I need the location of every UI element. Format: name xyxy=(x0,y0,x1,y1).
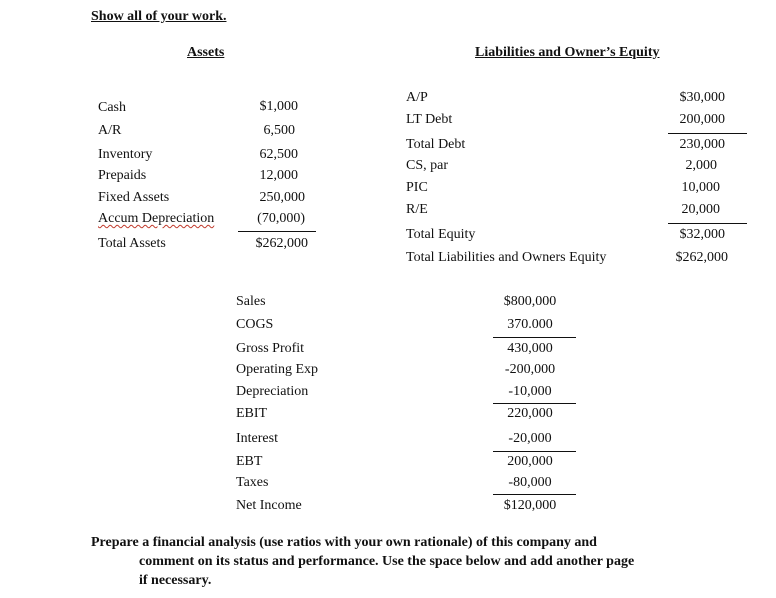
gross-profit-rule xyxy=(493,337,576,338)
liab-value-pic: 10,000 xyxy=(681,180,720,195)
is-value-net-income: $120,000 xyxy=(503,498,557,513)
is-value-cogs: 370.000 xyxy=(507,317,553,332)
prompt-line-3: if necessary. xyxy=(139,573,212,588)
is-label-operating-exp: Operating Exp xyxy=(236,362,319,377)
liabilities-heading: Liabilities and Owner’s Equity xyxy=(475,45,660,60)
asset-value-inventory: 62,500 xyxy=(259,147,298,162)
liab-label-lt-debt: LT Debt xyxy=(406,112,453,127)
is-value-ebt: 200,000 xyxy=(507,454,553,469)
is-value-operating-exp: -200,000 xyxy=(504,362,556,377)
liab-value-lt-debt: 200,000 xyxy=(679,112,725,127)
liab-value-total-equity: $32,000 xyxy=(679,227,725,242)
ebit-rule xyxy=(493,403,576,404)
is-label-cogs: COGS xyxy=(236,317,274,332)
equity-subtotal-rule xyxy=(668,223,747,224)
asset-label-total: Total Assets xyxy=(98,236,166,251)
is-value-depreciation: -10,000 xyxy=(508,384,552,399)
ebt-rule xyxy=(493,451,576,452)
asset-value-cash: $1,000 xyxy=(259,99,298,114)
liab-value-total-liabilities-equity: $262,000 xyxy=(675,250,728,265)
prompt-line-1: Prepare a financial analysis (use ratios with your own rationale) of this company and xyxy=(91,535,597,550)
liab-label-re: R/E xyxy=(406,202,428,217)
asset-label-cash: Cash xyxy=(98,100,126,115)
asset-label-ar: A/R xyxy=(98,123,122,138)
liab-label-total-liabilities-equity: Total Liabilities and Owners Equity xyxy=(406,250,607,265)
is-value-sales: $800,000 xyxy=(503,294,557,309)
is-label-interest: Interest xyxy=(236,431,278,446)
liab-label-ap: A/P xyxy=(406,90,428,105)
is-value-taxes: -80,000 xyxy=(508,475,552,490)
is-label-depreciation: Depreciation xyxy=(236,384,309,399)
is-value-ebit: 220,000 xyxy=(507,406,553,421)
is-label-sales: Sales xyxy=(236,294,266,309)
liab-value-ap: $30,000 xyxy=(679,90,725,105)
is-value-gross-profit: 430,000 xyxy=(507,341,553,356)
net-income-rule xyxy=(493,494,576,495)
is-label-ebt: EBT xyxy=(236,454,263,469)
asset-label-inventory: Inventory xyxy=(98,147,153,162)
asset-label-prepaids: Prepaids xyxy=(98,168,147,183)
asset-value-ar: 6,500 xyxy=(263,123,295,138)
liab-value-cs-par: 2,000 xyxy=(685,158,717,173)
assets-total-rule xyxy=(238,231,316,232)
liab-label-total-equity: Total Equity xyxy=(406,227,476,242)
asset-value-total: $262,000 xyxy=(255,236,308,251)
instruction-heading: Show all of your work. xyxy=(91,9,227,24)
liab-value-re: 20,000 xyxy=(681,202,720,217)
is-label-taxes: Taxes xyxy=(236,475,269,490)
liab-label-pic: PIC xyxy=(406,180,428,195)
asset-value-accum-depreciation: (70,000) xyxy=(257,211,305,226)
asset-label-fixed-assets: Fixed Assets xyxy=(98,190,170,205)
is-label-ebit: EBIT xyxy=(236,406,268,421)
liab-label-cs-par: CS, par xyxy=(406,158,448,173)
asset-label-accum-depreciation: Accum Depreciation xyxy=(98,211,215,226)
asset-value-prepaids: 12,000 xyxy=(259,168,298,183)
assets-heading: Assets xyxy=(187,45,225,60)
liab-value-total-debt: 230,000 xyxy=(679,137,725,152)
asset-value-fixed-assets: 250,000 xyxy=(259,190,305,205)
prompt-line-2: comment on its status and performance. Use the space below and add another page xyxy=(139,554,635,569)
is-value-interest: -20,000 xyxy=(508,431,552,446)
liab-label-total-debt: Total Debt xyxy=(406,137,466,152)
is-label-gross-profit: Gross Profit xyxy=(236,341,305,356)
debt-subtotal-rule xyxy=(668,133,747,134)
is-label-net-income: Net Income xyxy=(236,498,302,513)
